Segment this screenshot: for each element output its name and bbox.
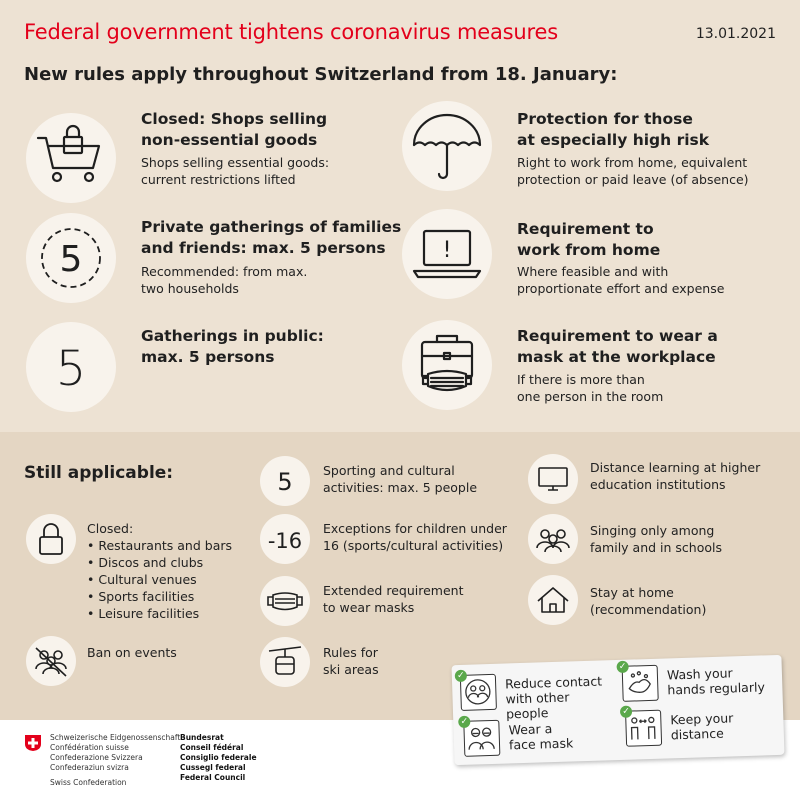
mask-requirement-label: Extended requirement to wear masks xyxy=(323,583,464,615)
still-applicable-heading: Still applicable: xyxy=(24,463,174,483)
svg-text:5: 5 xyxy=(59,239,83,280)
svg-text:-16: -16 xyxy=(267,529,303,553)
stay-at-home-label: Stay at home (recommendation) xyxy=(590,585,707,617)
laptop-warning-icon xyxy=(402,209,492,299)
rule-private-gatherings-description: Recommended: from max. two households xyxy=(141,264,308,296)
reduce-contact-label: Reduce contact with other people xyxy=(504,673,603,722)
swiss-flag-icon xyxy=(24,734,42,752)
umbrella-icon xyxy=(402,101,492,191)
rule-public-gatherings-heading: Gatherings in public: max. 5 persons xyxy=(141,327,324,366)
check-icon: ✓ xyxy=(458,716,470,728)
keep-distance-label: Keep your distance xyxy=(670,710,734,743)
rule-high-risk-description: Right to work from home, equivalent protection or paid leave (of absence) xyxy=(517,155,749,187)
rule-workplace-mask-description: If there is more than one person in the room xyxy=(517,372,664,404)
confederation-names: Schweizerische Eidgenossenschaft Confédération suisse Confederazione Svizzera Confederaziun svizra xyxy=(50,733,181,772)
wash-hands-label: Wash your hands regularly xyxy=(666,665,766,698)
ban-on-events-label: Ban on events xyxy=(87,645,177,660)
crowd-crossed-icon xyxy=(26,636,76,686)
ski-areas-label: Rules for ski areas xyxy=(323,645,379,677)
page-subtitle: New rules apply throughout Switzerland from 18. January: xyxy=(24,64,618,85)
house-icon xyxy=(528,575,578,625)
check-icon: ✓ xyxy=(455,670,467,682)
face-mask-icon xyxy=(260,576,310,626)
rule-shops-description: Shops selling essential goods: current restrictions lifted xyxy=(141,155,330,187)
shopping-cart-lock-icon xyxy=(26,113,116,203)
number-5-icon xyxy=(260,456,310,506)
group-singing-icon xyxy=(528,514,578,564)
hygiene-card xyxy=(452,655,785,765)
rule-shops-heading: Closed: Shops selling non-essential goods xyxy=(141,110,328,149)
date-label: 13.01.2021 xyxy=(695,26,776,42)
rule-workplace-mask-heading: Requirement to wear a mask at the workplace xyxy=(517,327,718,366)
rule-high-risk-heading: Protection for those at especially high risk xyxy=(517,110,710,149)
monitor-icon xyxy=(528,454,578,504)
distance-learning-label: Distance learning at higher education institutions xyxy=(590,460,761,492)
svg-text:5: 5 xyxy=(277,468,293,496)
singing-label: Singing only among family and in schools xyxy=(590,523,723,555)
dashed-circle-5-icon xyxy=(26,213,116,303)
sporting-activities-label: Sporting and cultural activities: max. 5 people xyxy=(323,463,478,495)
svg-text:5: 5 xyxy=(55,341,87,397)
padlock-icon xyxy=(26,514,76,564)
number-5-icon xyxy=(26,322,116,412)
cable-car-icon xyxy=(260,637,310,687)
swiss-confederation-label: Swiss Confederation xyxy=(50,778,127,787)
check-icon: ✓ xyxy=(620,706,632,718)
minus-16-icon xyxy=(260,514,310,564)
svg-text:!: ! xyxy=(442,238,452,263)
federal-council-names: Bundesrat Conseil fédéral Consiglio federale Cussegl federal Federal Council xyxy=(180,733,257,782)
face-mask-label: Wear a face mask xyxy=(508,721,574,753)
rule-work-from-home-heading: Requirement to work from home xyxy=(517,220,661,259)
check-icon: ✓ xyxy=(616,661,628,673)
briefcase-mask-icon xyxy=(402,320,492,410)
rule-private-gatherings-heading: Private gatherings of families and friends: max. 5 persons xyxy=(141,218,402,257)
closed-venues-list: Closed: • Restaurants and bars • Discos and clubs • Cultural venues • Sports facilities • Leisure facilities xyxy=(87,521,233,621)
page-title: Federal government tightens coronavirus measures xyxy=(24,20,558,44)
children-exceptions-label: Exceptions for children under 16 (sports/cultural activities) xyxy=(323,521,507,553)
rule-work-from-home-description: Where feasible and with proportionate effort and expense xyxy=(517,264,725,296)
